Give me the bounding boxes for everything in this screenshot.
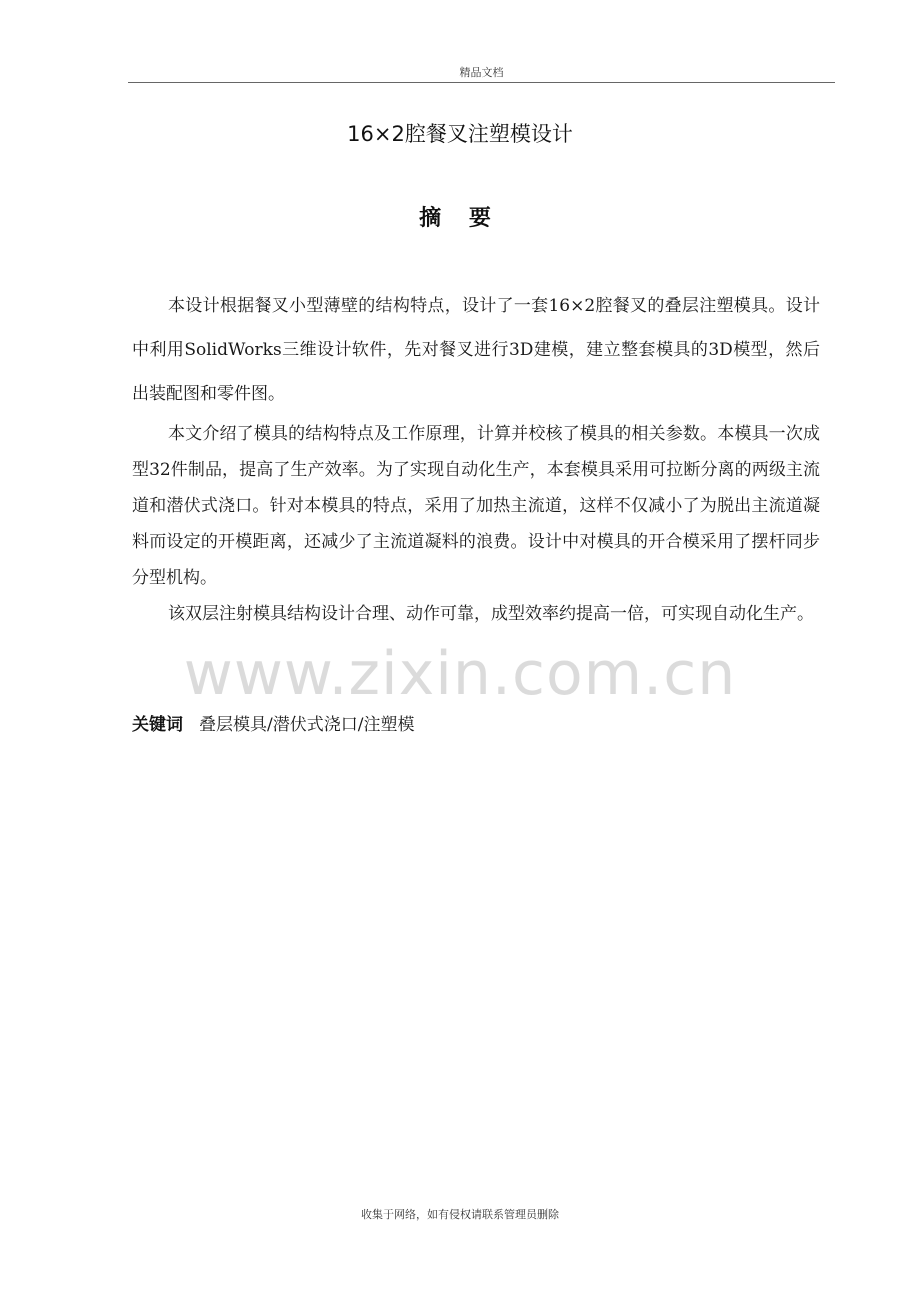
document-title: 16×2腔餐叉注塑模设计: [347, 122, 573, 146]
abstract-body: [132, 284, 820, 632]
abstract-paragraph-3: 该双层注射模具结构设计合理、动作可靠，成型效率约提高一倍，可实现自动化生产。: [168, 604, 814, 624]
keywords-value: 叠层模具/潜伏式浇口/注塑模: [199, 715, 415, 735]
abstract-heading: 摘 要: [419, 206, 501, 231]
abstract-paragraph-1: 本设计根据餐叉小型薄壁的结构特点，设计了一套16×2腔餐叉的叠层注塑模具。设计中利用SolidWorks三维设计软件，先对餐叉进行3D建模，建立整套模具的3D模型，然后出装配图和零件图。: [132, 296, 820, 404]
abstract-paragraph-2: 本文介绍了模具的结构特点及工作原理，计算并校核了模具的相关参数。本模具一次成型32件制品，提高了生产效率。为了实现自动化生产，本套模具采用可拉断分离的两级主流道和潜伏式浇口。针对本模具的特点，采用了加热主流道，这样不仅减小了为脱出主流道凝料而设定的开模距离，还减少了主流道凝料的浪费。设计中对模具的开合模采用了摆杆同步分型机构。: [132, 424, 820, 588]
keywords-label: 关键词: [132, 715, 183, 735]
page-header-text: 精品文档: [459, 66, 504, 79]
watermark: www.zixin.com.cn: [183, 639, 737, 709]
page-footer: 收集于网络，如有侵权请联系管理员删除: [361, 1208, 559, 1221]
keywords-line: [132, 708, 822, 742]
page-header: [128, 64, 835, 83]
